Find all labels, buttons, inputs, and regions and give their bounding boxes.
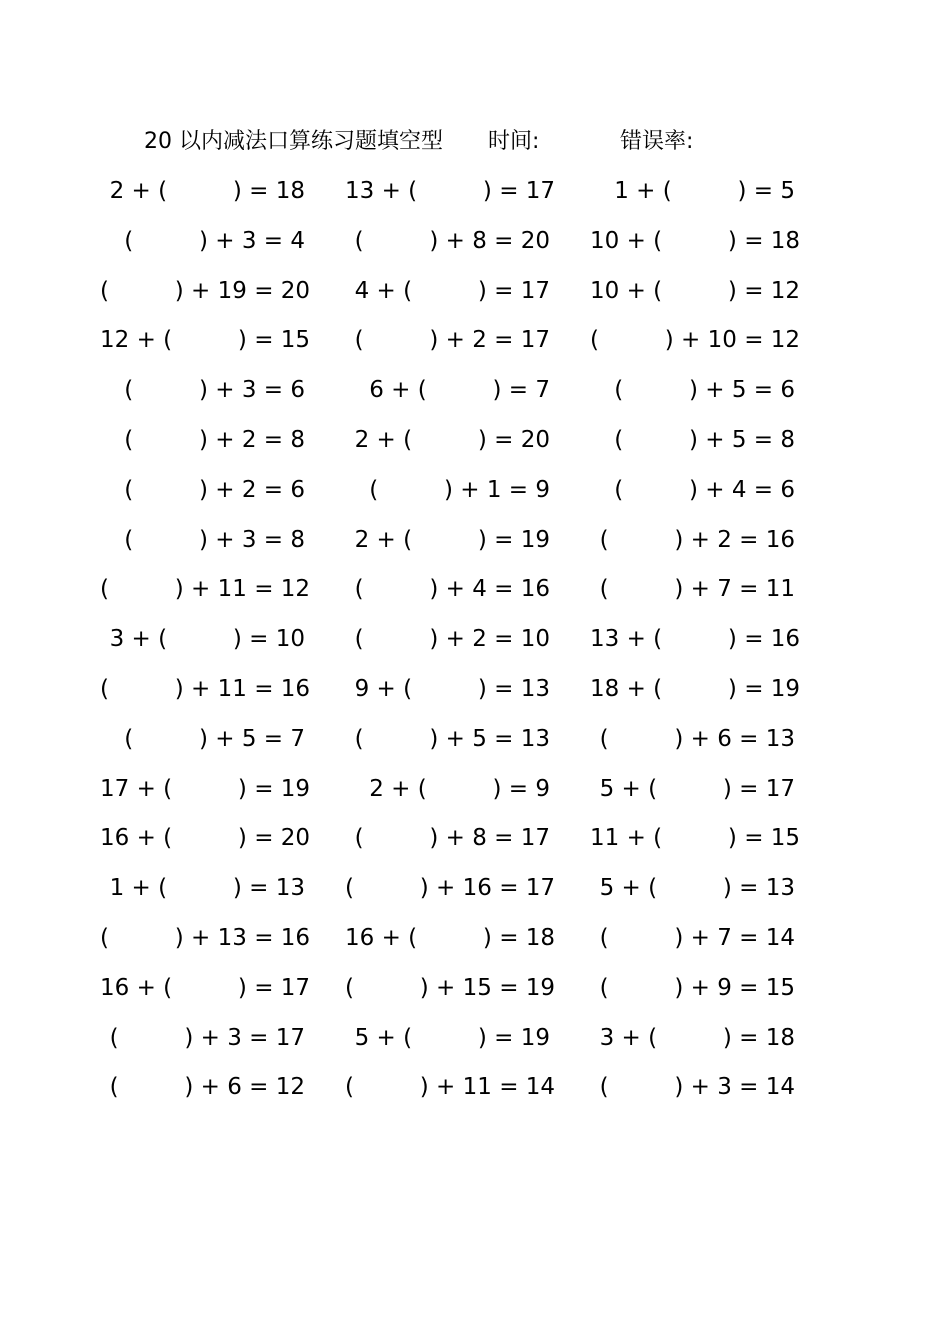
problem: 1 + ( ) = 13 [109, 875, 305, 902]
problem: ( ) + 5 = 6 [614, 377, 795, 404]
problem: ( ) + 3 = 4 [124, 227, 305, 254]
problem-row [0, 1017, 950, 1067]
problem: ( ) + 16 = 17 [345, 875, 556, 902]
worksheet-title: 20 以内减法口算练习题填空型 [144, 129, 443, 154]
problem: ( ) + 10 = 12 [590, 327, 801, 354]
problem: 2 + ( ) = 9 [369, 775, 550, 802]
problem: ( ) + 19 = 20 [100, 277, 311, 304]
problem: ( ) + 9 = 15 [599, 974, 795, 1001]
problem-row [0, 618, 950, 668]
problem-row [0, 867, 950, 917]
problem-row [0, 718, 950, 768]
problem-row [0, 519, 950, 569]
problem: ( ) + 5 = 13 [354, 725, 550, 752]
worksheet-header [0, 124, 950, 160]
problem: 9 + ( ) = 13 [354, 675, 550, 702]
problem-row [0, 220, 950, 270]
problem: ( ) + 11 = 14 [345, 1074, 556, 1101]
problem: ( ) + 7 = 11 [599, 576, 795, 603]
problem: ( ) + 4 = 6 [614, 476, 795, 503]
problem: 11 + ( ) = 15 [590, 825, 801, 852]
problem-row [0, 319, 950, 369]
problem-row [0, 917, 950, 967]
problem-row [0, 469, 950, 519]
problem-row [0, 270, 950, 320]
problem: ( ) + 3 = 6 [124, 377, 305, 404]
problem: 2 + ( ) = 18 [109, 178, 305, 204]
error-rate-label: 错误率: [620, 129, 694, 154]
problem: 5 + ( ) = 13 [599, 875, 795, 902]
problem: 10 + ( ) = 12 [590, 277, 801, 304]
problem: 6 + ( ) = 7 [369, 377, 550, 404]
problem: 2 + ( ) = 20 [354, 426, 550, 453]
problem: ( ) + 2 = 8 [124, 426, 305, 453]
problem: 16 + ( ) = 17 [100, 974, 311, 1001]
problem: 5 + ( ) = 17 [599, 775, 795, 802]
problem: ( ) + 5 = 8 [614, 426, 795, 453]
problem: 18 + ( ) = 19 [590, 675, 801, 702]
problem-row [0, 170, 950, 220]
problem: 13 + ( ) = 17 [345, 178, 556, 204]
problem: 10 + ( ) = 18 [590, 227, 801, 254]
problem: 12 + ( ) = 15 [100, 327, 311, 354]
problem: ( ) + 7 = 14 [599, 924, 795, 951]
problem: ( ) + 1 = 9 [369, 476, 550, 503]
problem: 17 + ( ) = 19 [100, 775, 311, 802]
problem-row [0, 1066, 950, 1116]
problem: ( ) + 11 = 16 [100, 675, 311, 702]
problem-row [0, 817, 950, 867]
problem-row [0, 768, 950, 818]
problem: 3 + ( ) = 18 [599, 1024, 795, 1051]
problem-row [0, 369, 950, 419]
problem: 13 + ( ) = 16 [590, 626, 801, 653]
problem: ( ) + 15 = 19 [345, 974, 556, 1001]
problem: ( ) + 3 = 14 [599, 1074, 795, 1101]
problem-grid [0, 170, 950, 1116]
problem: 4 + ( ) = 17 [354, 277, 550, 304]
problem: 2 + ( ) = 19 [354, 526, 550, 553]
problem-row [0, 568, 950, 618]
problem: 3 + ( ) = 10 [109, 626, 305, 653]
problem-row [0, 419, 950, 469]
problem: ( ) + 3 = 8 [124, 526, 305, 553]
problem-row [0, 668, 950, 718]
problem: ( ) + 6 = 12 [109, 1074, 305, 1101]
problem: 5 + ( ) = 19 [354, 1024, 550, 1051]
problem: ( ) + 2 = 6 [124, 476, 305, 503]
problem: ( ) + 3 = 17 [109, 1024, 305, 1051]
problem: ( ) + 11 = 12 [100, 576, 311, 603]
problem: ( ) + 2 = 17 [354, 327, 550, 354]
problem: ( ) + 8 = 20 [354, 227, 550, 254]
problem: 16 + ( ) = 20 [100, 825, 311, 852]
problem: ( ) + 5 = 7 [124, 725, 305, 752]
time-label: 时间: [488, 129, 540, 154]
problem: ( ) + 2 = 10 [354, 626, 550, 653]
problem: ( ) + 8 = 17 [354, 825, 550, 852]
problem: 16 + ( ) = 18 [345, 924, 556, 951]
problem: ( ) + 13 = 16 [100, 924, 311, 951]
problem-row [0, 967, 950, 1017]
problem: ( ) + 2 = 16 [599, 526, 795, 553]
problem: ( ) + 4 = 16 [354, 576, 550, 603]
problem: ( ) + 6 = 13 [599, 725, 795, 752]
problem: 1 + ( ) = 5 [614, 178, 795, 204]
